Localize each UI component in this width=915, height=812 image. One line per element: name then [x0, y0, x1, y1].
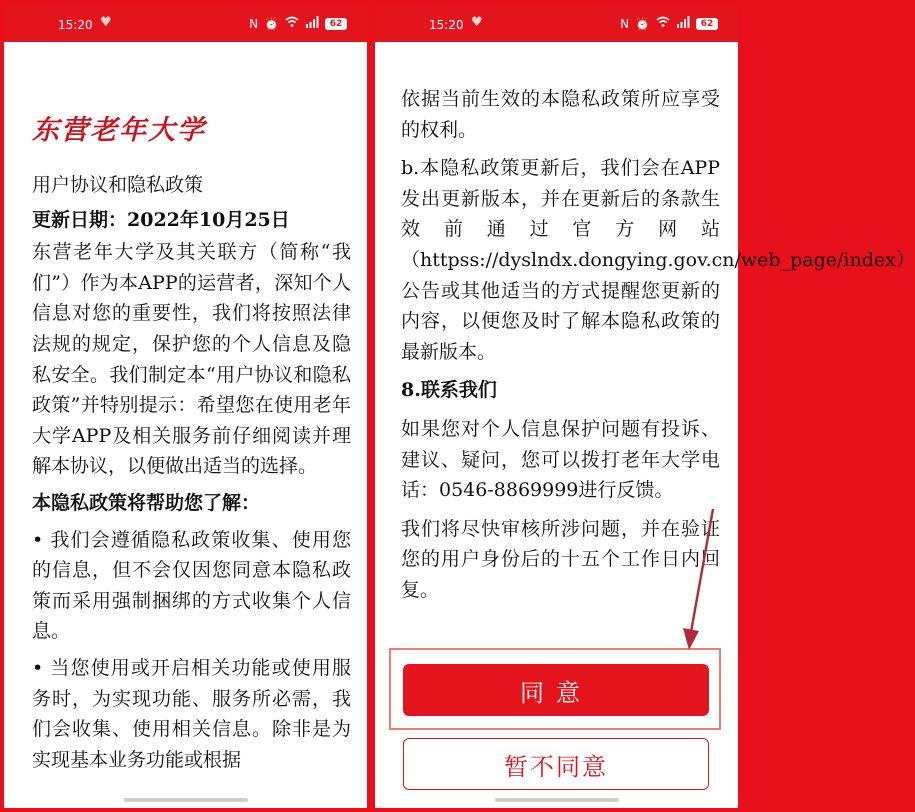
website-link[interactable]: s://dyslndx.dongying.gov.cn/: [469, 248, 741, 271]
website-link[interactable]: https: [420, 248, 470, 271]
home-indicator[interactable]: [495, 798, 619, 802]
contact-heading: 8.联系我们: [401, 379, 497, 402]
home-indicator[interactable]: [124, 798, 248, 802]
bullet-item: • 当您使用或开启相关功能或使用服务时，为实现功能、服务所必需，我们会收集、使用相关信息。除非是为实现基本业务功能或根据: [32, 656, 351, 771]
battery-indicator: 62: [325, 18, 347, 30]
left-screen: [4, 4, 367, 808]
intro-paragraph: 东营老年大学及其关联方（简称“我们”）作为本APP的运营者，深知个人信息对您的重要性，我们将按照法律法规的规定，保护您的个人信息及隐私安全。我们制定本“用户协议和隐私政策”并特别提示：希望您在使用老年大学APP及相关服务前仔细阅读并理解本协议，以便做出适当的选择。: [32, 241, 351, 478]
agree-button[interactable]: 同意: [403, 664, 709, 716]
help-heading: 本隐私政策将帮助您了解：: [32, 491, 261, 514]
pointer-arrow-icon: [375, 4, 741, 808]
contact-paragraph: 如果您对个人信息保护问题有投诉、建议、疑问，您可以拨打老年大学电话：0546-8869999进行反馈。: [401, 417, 720, 502]
alarm-icon: ⏰: [264, 16, 279, 31]
status-bar: [4, 4, 367, 42]
nfc-icon: N: [620, 16, 630, 31]
app-logo: 东营老年大学: [32, 115, 206, 146]
policy-paragraph: 依据当前生效的本隐私政策所应享受的权利。: [401, 88, 720, 141]
website-link[interactable]: web_page/index: [740, 248, 896, 271]
disagree-button[interactable]: 暂不同意: [403, 738, 709, 790]
wifi-icon: [285, 16, 299, 31]
status-time: 15:20: [58, 18, 93, 32]
bullet-item: • 我们会遵循隐私政策收集、使用您的信息，但不会仅因您同意本隐私政策而采用强制捆绑的方式收集个人信息。: [32, 528, 351, 643]
right-screen: [375, 4, 915, 808]
update-date: 更新日期：2022年10月25日: [32, 208, 290, 231]
status-icons: [249, 16, 347, 31]
status-time: 15:20: [429, 18, 464, 32]
page-title: 用户协议和隐私政策: [32, 174, 204, 196]
nfc-icon: N: [249, 16, 259, 31]
update-text-start: b.本隐私政策更新后，我们会在APP发出更新版本，并在更新后的条款生效前通过官方网站（: [401, 157, 720, 271]
signal-icon: [305, 16, 319, 31]
review-paragraph: 我们将尽快审核所涉问题，并在验证您的用户身份后的十五个工作日内回复。: [401, 517, 720, 601]
agreement-content[interactable]: [32, 170, 351, 775]
battery-indicator: 62: [696, 18, 718, 30]
alarm-icon: ⏰: [635, 16, 650, 31]
heart-icon: ♥: [471, 15, 483, 30]
heart-icon: ♥: [100, 15, 112, 30]
update-text-end: ）公告或其他适当的方式提醒您更新的内容，以便您及时了解本隐私政策的最新版本。: [401, 248, 915, 363]
